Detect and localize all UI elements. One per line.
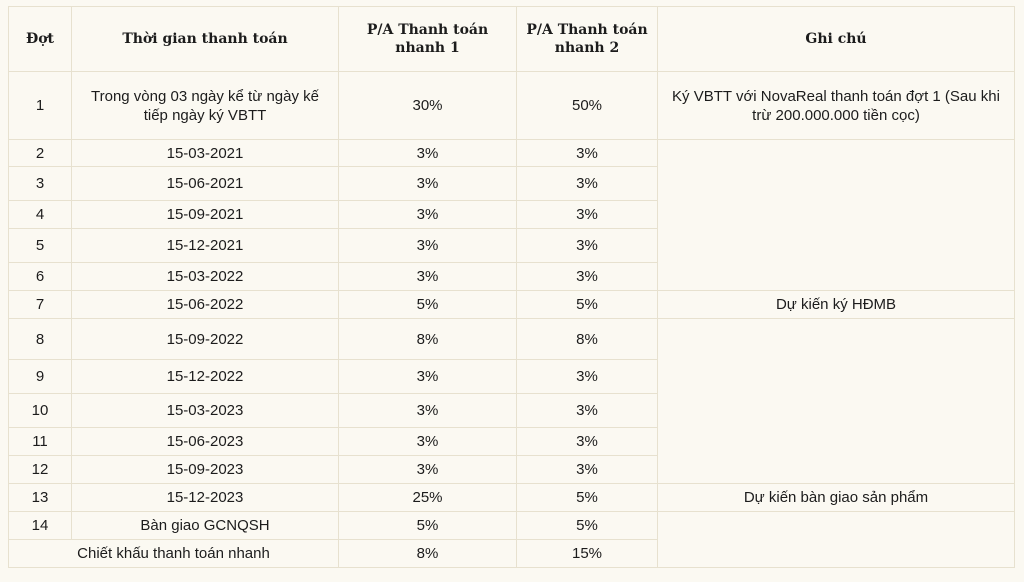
- table-row: [9, 319, 1015, 360]
- cell-time: 15-09-2022: [72, 319, 339, 360]
- cell-pa2: 3%: [517, 394, 658, 428]
- cell-pa1: 3%: [339, 394, 517, 428]
- cell-dot: 7: [9, 291, 72, 319]
- cell-dot: 13: [9, 484, 72, 512]
- table-row: [9, 512, 1015, 540]
- cell-pa2: 3%: [517, 263, 658, 291]
- discount-label: Chiết khấu thanh toán nhanh: [9, 540, 339, 568]
- cell-note: Dự kiến bàn giao sản phẩm: [658, 484, 1015, 512]
- cell-note-empty: [658, 512, 1015, 568]
- cell-pa1: 3%: [339, 167, 517, 201]
- cell-pa2: 3%: [517, 428, 658, 456]
- cell-pa1: 8%: [339, 319, 517, 360]
- cell-dot: 1: [9, 72, 72, 140]
- cell-note-empty: [658, 319, 1015, 484]
- table-row: [9, 72, 1015, 140]
- cell-pa2: 3%: [517, 140, 658, 167]
- table-header-row: [9, 7, 1015, 72]
- cell-dot: 9: [9, 360, 72, 394]
- table-row: [9, 140, 1015, 167]
- header-pa2: P/A Thanh toán nhanh 2: [517, 7, 658, 72]
- cell-pa1: 30%: [339, 72, 517, 140]
- cell-pa2: 5%: [517, 512, 658, 540]
- cell-pa2: 5%: [517, 484, 658, 512]
- cell-time: 15-06-2021: [72, 167, 339, 201]
- cell-pa1: 3%: [339, 201, 517, 229]
- discount-pa2: 15%: [517, 540, 658, 568]
- payment-schedule: [8, 6, 1014, 568]
- cell-dot: 6: [9, 263, 72, 291]
- cell-pa2: 3%: [517, 456, 658, 484]
- cell-pa1: 3%: [339, 229, 517, 263]
- cell-pa2: 3%: [517, 201, 658, 229]
- cell-dot: 4: [9, 201, 72, 229]
- cell-pa1: 3%: [339, 360, 517, 394]
- cell-dot: 14: [9, 512, 72, 540]
- cell-time: 15-03-2022: [72, 263, 339, 291]
- cell-time: 15-06-2022: [72, 291, 339, 319]
- cell-pa1: 5%: [339, 512, 517, 540]
- cell-time: 15-12-2022: [72, 360, 339, 394]
- cell-pa2: 3%: [517, 360, 658, 394]
- cell-pa1: 3%: [339, 263, 517, 291]
- cell-dot: 10: [9, 394, 72, 428]
- cell-pa1: 25%: [339, 484, 517, 512]
- cell-time: 15-09-2023: [72, 456, 339, 484]
- cell-pa2: 3%: [517, 167, 658, 201]
- table-row: [9, 291, 1015, 319]
- cell-note: Ký VBTT với NovaReal thanh toán đợt 1 (Sau khi trừ 200.000.000 tiền cọc): [658, 72, 1015, 140]
- payment-table: [8, 6, 1015, 568]
- cell-note: Dự kiến ký HĐMB: [658, 291, 1015, 319]
- cell-dot: 2: [9, 140, 72, 167]
- discount-pa1: 8%: [339, 540, 517, 568]
- cell-time: 15-03-2023: [72, 394, 339, 428]
- cell-pa1: 3%: [339, 428, 517, 456]
- cell-pa2: 50%: [517, 72, 658, 140]
- cell-pa1: 5%: [339, 291, 517, 319]
- cell-time: Bàn giao GCNQSH: [72, 512, 339, 540]
- cell-pa1: 3%: [339, 140, 517, 167]
- cell-dot: 12: [9, 456, 72, 484]
- cell-time: 15-12-2021: [72, 229, 339, 263]
- cell-time: 15-03-2021: [72, 140, 339, 167]
- header-time: Thời gian thanh toán: [72, 7, 339, 72]
- cell-time: 15-12-2023: [72, 484, 339, 512]
- cell-dot: 5: [9, 229, 72, 263]
- cell-pa2: 3%: [517, 229, 658, 263]
- cell-pa1: 3%: [339, 456, 517, 484]
- cell-time: 15-06-2023: [72, 428, 339, 456]
- header-dot: Đợt: [9, 7, 72, 72]
- header-note: Ghi chú: [658, 7, 1015, 72]
- table-row: [9, 484, 1015, 512]
- cell-dot: 8: [9, 319, 72, 360]
- cell-time: Trong vòng 03 ngày kể từ ngày kế tiếp ngày ký VBTT: [72, 72, 339, 140]
- cell-pa2: 8%: [517, 319, 658, 360]
- cell-dot: 11: [9, 428, 72, 456]
- cell-pa2: 5%: [517, 291, 658, 319]
- cell-note-empty: [658, 140, 1015, 291]
- cell-dot: 3: [9, 167, 72, 201]
- header-pa1: P/A Thanh toán nhanh 1: [339, 7, 517, 72]
- cell-time: 15-09-2021: [72, 201, 339, 229]
